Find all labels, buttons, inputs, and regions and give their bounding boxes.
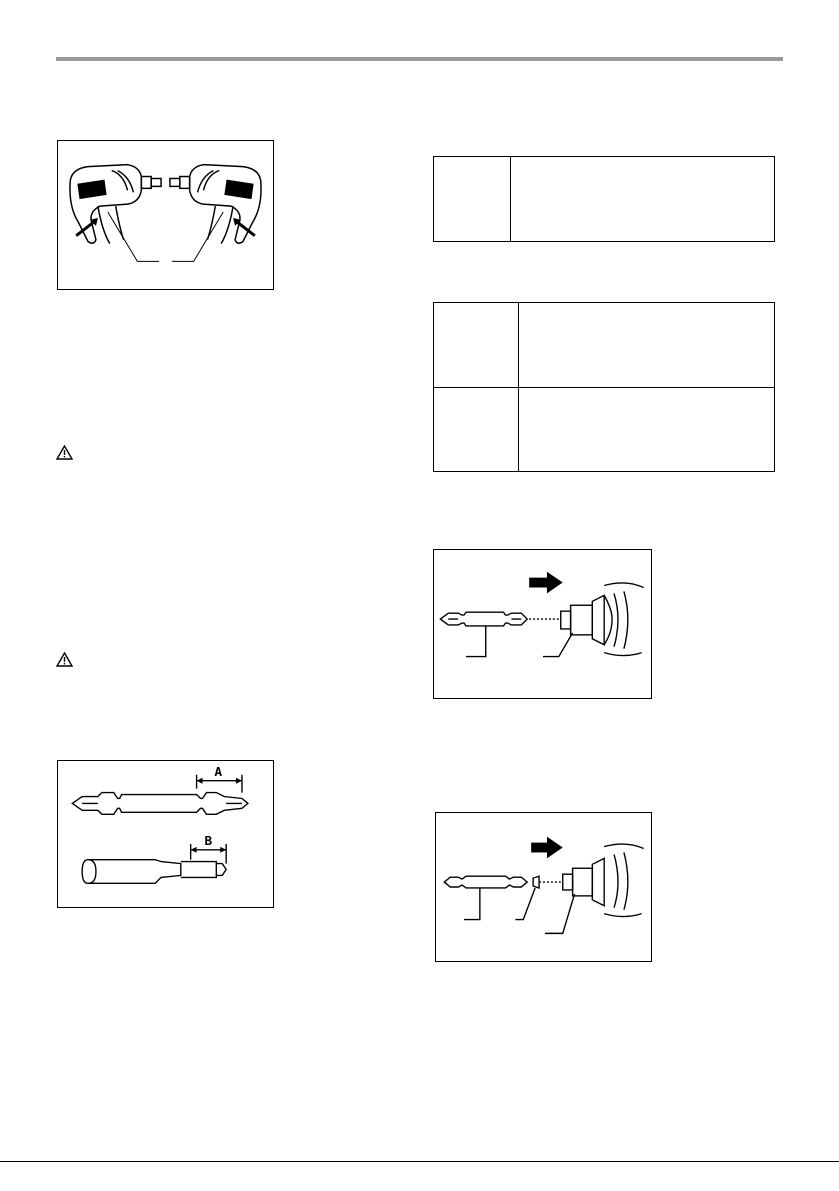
arrow-right-icon <box>529 572 563 594</box>
spec-table-2 <box>433 302 775 472</box>
table-cell <box>511 157 775 242</box>
table-row <box>434 303 775 388</box>
dimension-label-a: A <box>214 764 223 780</box>
bit-and-socket-illustration <box>58 761 273 907</box>
figure-insert-bit-ring <box>435 812 652 962</box>
bit-insertion-illustration <box>434 550 651 698</box>
warning-triangle-icon <box>56 652 73 667</box>
table-cell <box>519 387 775 472</box>
spec-table-1 <box>433 156 775 242</box>
warning-triangle-icon <box>56 445 73 460</box>
table-cell <box>434 303 519 388</box>
table-cell <box>519 303 775 388</box>
bit-ring-insertion-illustration <box>436 813 651 961</box>
arrow-right-icon <box>531 837 563 859</box>
table-row <box>434 157 775 242</box>
figure-insert-bit <box>433 549 652 699</box>
table-row <box>434 387 775 472</box>
table-cell <box>434 157 511 242</box>
table-cell <box>434 387 519 472</box>
dimension-label-b: B <box>204 833 213 849</box>
figure-bit-dimensions <box>57 760 274 908</box>
footer-rule <box>0 1161 839 1162</box>
header-rule <box>56 57 783 61</box>
figure-switch-lever <box>57 140 274 290</box>
tool-side-views-illustration <box>58 141 273 289</box>
